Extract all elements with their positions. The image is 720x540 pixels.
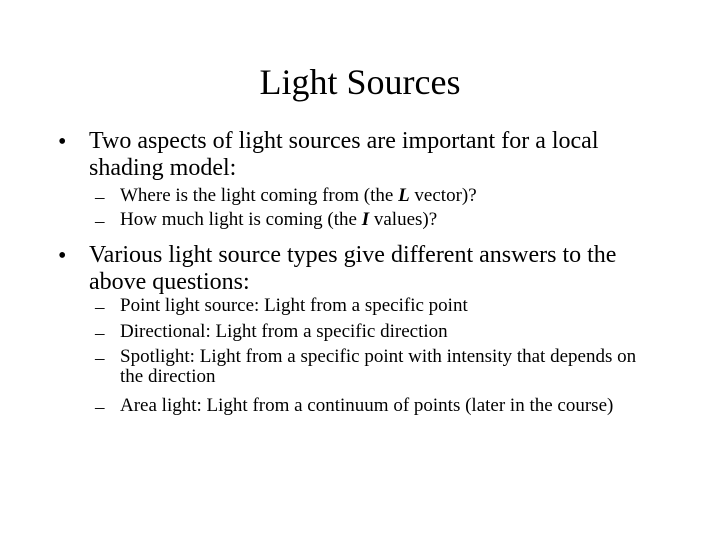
- sub-text-pre: How much light is coming (the: [120, 209, 362, 230]
- bullet-text: Various light source types give different answers to the above questions:: [89, 242, 617, 295]
- slide-title: Light Sources: [259, 62, 461, 102]
- sub-text: Point light source: Light from a specific point: [120, 295, 468, 316]
- sub-marker: –: [95, 297, 105, 318]
- sub-marker: –: [95, 397, 105, 418]
- sub-text-post: values)?: [369, 209, 438, 230]
- sub-text-post: vector)?: [409, 185, 477, 206]
- bullet-marker: •: [58, 129, 67, 155]
- sub-marker: –: [95, 211, 105, 232]
- sub-marker: –: [95, 187, 105, 208]
- sub-marker: –: [95, 323, 105, 344]
- sub-marker: –: [95, 348, 105, 369]
- sub-text: [120, 210, 660, 230]
- sub-text-pre: Where is the light coming from (the: [120, 185, 399, 206]
- vector-symbol-i: I: [361, 209, 370, 230]
- bullet-text: Two aspects of light sources are important for a local shading model:: [89, 128, 599, 181]
- bullet-marker: •: [58, 243, 67, 269]
- vector-symbol-l: L: [398, 185, 410, 206]
- sub-text: Spotlight: Light from a specific point with intensity that depends on the direction: [120, 346, 637, 387]
- sub-text: [120, 186, 660, 206]
- sub-text: Area light: Light from a continuum of points (later in the course): [120, 395, 614, 416]
- sub-text: Directional: Light from a specific direction: [120, 321, 448, 342]
